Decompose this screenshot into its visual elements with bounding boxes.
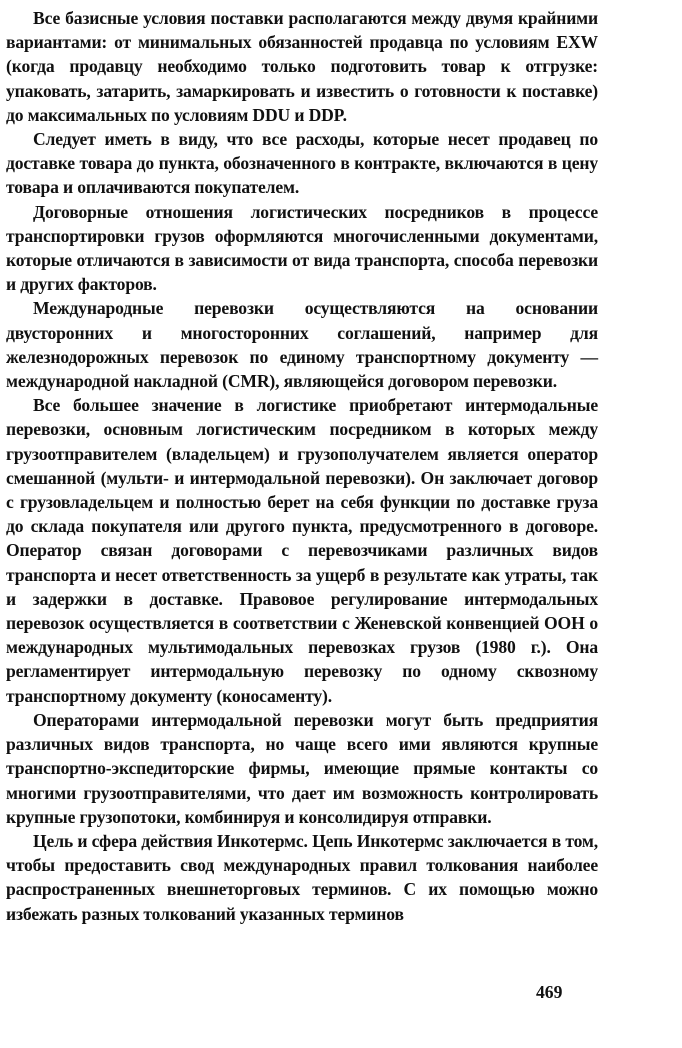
paragraph-text: Цепь Инкотермс заключается в том, чтобы предоставить свод международных правил толкования наиболее распространенных внешнеторговых терминов. С их помощью можно избежать разных толкований указанных терминов xyxy=(6,830,599,924)
paragraph-operators xyxy=(6,708,598,829)
paragraph-lead: Цель и сфера действия Инкотермс. xyxy=(33,830,308,851)
paragraph-incoterms-goal xyxy=(6,829,598,926)
page-number: 469 xyxy=(536,982,563,1002)
paragraph-text: Следует иметь в виду, что все расходы, которые несет продавец по доставке товара до пункта, обозначенного в контракте, включаются в цену товара и оплачиваются покупателем. xyxy=(6,129,598,198)
paragraph-international-transport xyxy=(6,296,598,393)
page-body xyxy=(6,6,598,926)
paragraph-contract-relations xyxy=(6,200,598,297)
paragraph-intermodal xyxy=(6,393,598,708)
paragraph-text: Международные перевозки осуществляются на основании двусторонних и многосторонних соглашений, например для железнодорожных перевозок по единому транспортному документу — международной накладной (CMR), являющейся договором перевозки. xyxy=(6,298,598,392)
paragraph-text: Договорные отношения логистических посредников в процессе транспортировки грузов оформляются многочисленными документами, которые отличаются в зависимости от вида транспорта, способа перевозки и других факторов. xyxy=(6,201,598,295)
paragraph-basis-conditions xyxy=(6,6,598,127)
paragraph-seller-expenses xyxy=(6,127,598,200)
paragraph-text: Все большее значение в логистике приобретают интермодальные перевозки, основным логистическим посредником в которых между грузоотправителем (владельцем) и грузополучателем является оператор смешанной (мульти- и интермодальной перевозки). Он заключает договор с грузовладельцем и полностью берет на себя функции по доставке груза до склада покупателя или другого пункта, предусмотренного в договоре. Оператор связан договорами с перевозчиками различных видов транспорта и несет ответственность за ущерб в результате как утраты, так и задержки в доставке. Правовое регулирование интермодальных перевозок осуществляется в соответствии с Женевской конвенцией ООН о международных мультимодальных перевозках грузов (1980 г.). Она регламентирует интермодальную перевозку по одному сквозному транспортному документу (коносаменту). xyxy=(6,395,598,706)
paragraph-text: Операторами интермодальной перевозки могут быть предприятия различных видов транспорта, но чаще всего ими являются крупные транспортно-экспедиторские фирмы, имеющие прямые контакты со многими грузоотправителями, что дает им возможность контролировать крупные грузопотоки, комбинируя и консолидируя отправки. xyxy=(6,709,598,827)
paragraph-text: Все базисные условия поставки располагаются между двумя крайними вариантами: от минимальных обязанностей продавца по условиям EXW (когда продавцу необходимо только подготовить товар к отгрузке: упаковать, затарить, замаркировать и известить о готовности к поставке) до максимальных по условиям DDU и DDP. xyxy=(6,8,598,125)
